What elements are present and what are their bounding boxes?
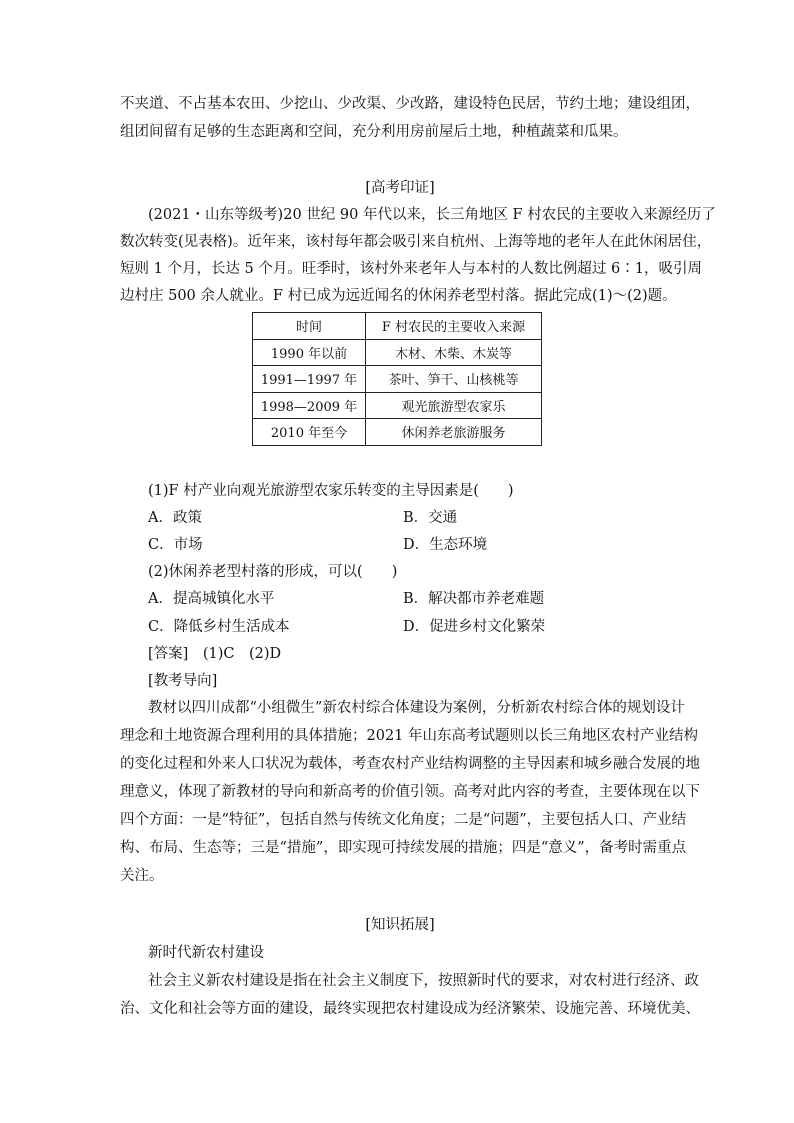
q2-option-a: A．提高城镇化水平: [148, 591, 275, 607]
q1-option-a: A．政策: [148, 510, 202, 526]
table-cell-source: 观光旅游型农家乐: [366, 392, 542, 419]
teaching-line: 的变化过程和外来人口状况为载体，考查农村产业结构调整的主导因素和城乡融合发展的地: [120, 756, 700, 772]
q1-option-b: B．交通: [403, 510, 458, 526]
q2-option-b: B．解决都市养老难题: [403, 591, 545, 607]
teaching-line: 理意义，体现了新教材的导向和新高考的价值引领。高考对此内容的考查，主要体现在以下: [120, 784, 700, 800]
table-row: [253, 366, 542, 393]
teaching-line: 构、布局、生态等；三是“措施”，即实现可持续发展的措施；四是“意义”，备考时需重点: [120, 840, 687, 856]
passage-line: 数次转变(见表格)。近年来，该村每年都会吸引来自杭州、上海等地的老年人在此休闲居住，: [120, 234, 712, 250]
teaching-line: 教材以四川成都“小组微生”新农村综合体建设为案例，分析新农村综合体的规划设计: [148, 700, 685, 716]
table-cell-time: 2010 年至今: [253, 419, 366, 446]
passage-line: 短则 1 个月，长达 5 个月。旺季时，该村外来老年人与本村的人数比例超过 6∶1，吸引周: [120, 261, 702, 277]
question-2-stem: (2)休闲养老型村落的形成，可以( ): [148, 564, 398, 580]
intro-line-1: 不夹道、不占基本农田、少挖山、少改渠、少改路，建设特色民居，节约土地；建设组团，: [120, 96, 700, 112]
table-cell-source: 休闲养老旅游服务: [366, 419, 542, 446]
table-cell-source: 茶叶、笋干、山核桃等: [366, 366, 542, 393]
answer-line: [答案] (1)C (2)D: [148, 646, 282, 662]
table-row: [253, 339, 542, 366]
q1-option-d: D．生态环境: [403, 537, 488, 553]
table-header-time: 时间: [253, 313, 366, 340]
question-1-stem: (1)F 村产业向观光旅游型农家乐转变的主导因素是( ): [148, 483, 514, 499]
income-source-table: [252, 312, 542, 446]
table-cell-time: 1998—2009 年: [253, 392, 366, 419]
q2-option-c: C．降低乡村生活成本: [148, 619, 290, 635]
teaching-line: 关注。: [120, 868, 164, 884]
extension-heading: [知识拓展]: [365, 917, 435, 933]
intro-line-2: 组团间留有足够的生态距离和空间，充分利用房前屋后土地，种植蔬菜和瓜果。: [120, 124, 628, 140]
passage-line: (2021・山东等级考)20 世纪 90 年代以来，长三角地区 F 村农民的主要收入来源经历了: [148, 207, 716, 223]
gaokao-heading: [高考印证]: [365, 180, 435, 196]
table-row: [253, 419, 542, 446]
teaching-heading: [教考导向]: [148, 673, 218, 689]
table-cell-source: 木材、木柴、木炭等: [366, 339, 542, 366]
table-cell-time: 1991—1997 年: [253, 366, 366, 393]
extension-line: 治、文化和社会等方面的建设，最终实现把农村建设成为经济繁荣、设施完善、环境优美、: [120, 1001, 700, 1017]
table-row: [253, 392, 542, 419]
extension-subtitle: 新时代新农村建设: [148, 945, 264, 961]
passage-line: 边村庄 500 余人就业。F 村已成为远近闻名的休闲养老型村落。据此完成(1)～(2)题。: [120, 288, 677, 304]
teaching-line: 理念和土地资源合理利用的具体措施；2021 年山东高考试题则以长三角地区农村产业结构: [120, 728, 699, 744]
extension-line: 社会主义新农村建设是指在社会主义制度下，按照新时代的要求，对农村进行经济、政: [148, 973, 699, 989]
table-header-row: [253, 313, 542, 340]
teaching-line: 四个方面：一是“特征”，包括自然与传统文化角度；二是“问题”，主要包括人口、产业结: [120, 812, 687, 828]
q2-option-d: D．促进乡村文化繁荣: [403, 619, 546, 635]
table-header-source: F 村农民的主要收入来源: [366, 313, 542, 340]
q1-option-c: C．市场: [148, 537, 203, 553]
table-cell-time: 1990 年以前: [253, 339, 366, 366]
